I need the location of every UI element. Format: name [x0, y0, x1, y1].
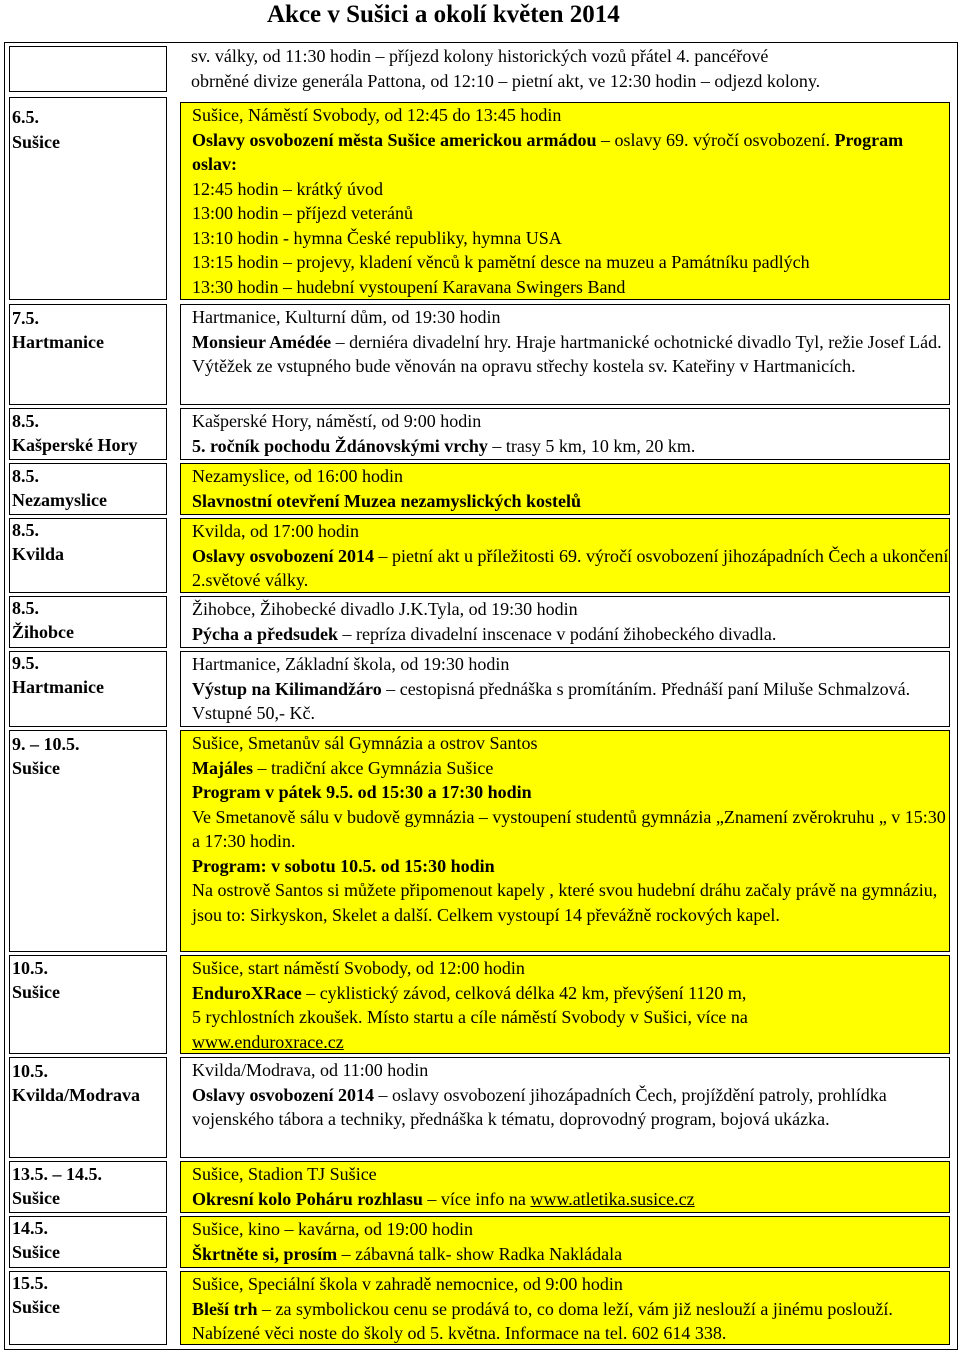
continuation-line-1: sv. války, od 11:30 hodin – příjezd kolony historických vozů přátel 4. pancéřové — [191, 46, 769, 66]
event-venue: Hartmanice, Kulturní dům, od 19:30 hodin — [192, 307, 501, 327]
event-venue: Žihobce, Žihobecké divadlo J.K.Tyla, od 19:30 hodin — [192, 599, 578, 619]
event-cell — [180, 955, 950, 1054]
event-venue: Sušice, start náměstí Svobody, od 12:00 hodin — [192, 958, 525, 978]
event-date: 9.5. — [12, 653, 39, 673]
event-name: Oslavy osvobození 2014 — [192, 545, 375, 566]
event-name: EnduroXRace — [192, 982, 302, 1003]
event-place: Sušice — [12, 1242, 61, 1262]
event-name: Škrtněte si, prosím — [192, 1243, 338, 1264]
event-venue: Sušice, Speciální škola v zahradě nemocnice, od 9:00 hodin — [192, 1274, 623, 1294]
event-cell — [180, 408, 950, 460]
event-name: Pýcha a předsudek — [192, 623, 339, 644]
event-desc: – oslavy 69. výročí osvobození. — [601, 129, 830, 150]
event-name: Bleší trh — [192, 1298, 258, 1319]
event-place: Sušice — [12, 1297, 61, 1317]
event-cell — [180, 1161, 950, 1213]
event-desc: – více info na — [427, 1188, 526, 1209]
event-cell — [180, 596, 950, 648]
event-desc: – oslavy osvobození jihozápadních Čech, projíždění patroly, prohlídka vojenského tábora a techniky, přednáška k tématu, doprovodný program, bojová ukázka. — [192, 1084, 887, 1129]
event-place: Žihobce — [12, 622, 75, 642]
event-date: 9. – 10.5. — [12, 734, 80, 754]
event-date: 14.5. — [12, 1218, 48, 1238]
event-date: 7.5. — [12, 308, 39, 328]
event-venue: Sušice, Stadion TJ Sušice — [192, 1164, 377, 1184]
event-name: Oslavy osvobození 2014 — [192, 1084, 375, 1105]
program-item: 13:10 hodin - hymna České republiky, hymna USA — [192, 227, 562, 248]
event-place: Kašperské Hory — [12, 435, 138, 455]
event-place: Sušice — [12, 1188, 61, 1208]
event-link[interactable]: www.atletika.susice.cz — [530, 1188, 695, 1209]
event-date: 10.5. — [12, 958, 48, 978]
event-desc: – za symbolickou cenu se prodává to, co doma leží, vám již neslouží a jinému poslouží. Nabízené věci noste do školy od 5. května. Informace na tel. 602 614 338. — [192, 1298, 893, 1343]
event-place: Hartmanice — [12, 332, 104, 352]
event-desc: – tradiční akce Gymnázia Sušice — [257, 757, 494, 778]
event-date: 15.5. — [12, 1273, 48, 1293]
event-cell — [180, 730, 950, 952]
event-place: Kvilda/Modrava — [12, 1085, 141, 1105]
page-title: Akce v Sušici a okolí květen 2014 — [267, 1, 620, 28]
program-label: Program oslav: — [192, 129, 904, 174]
event-desc: – derniéra divadelní hry. Hraje hartmanické ochotnické divadlo Tyl, režie Josef Lád. Výtěžek ze vstupného bude věnován na opravu střechy kostela sv. Kateřiny v Hartmanicích. — [192, 331, 942, 376]
event-cell — [180, 1216, 950, 1268]
event-date: 13.5. – 14.5. — [12, 1164, 102, 1184]
event-desc: – pietní akt u příležitosti 69. výročí osvobození jihozápadních Čech a ukončení 2.světové války. — [192, 545, 949, 590]
event-venue: Kašperské Hory, náměstí, od 9:00 hodin — [192, 411, 482, 431]
event-venue: Sušice, Náměstí Svobody, od 12:45 do 13:45 hodin — [192, 105, 562, 125]
event-venue: Hartmanice, Základní škola, od 19:30 hodin — [192, 654, 510, 674]
event-venue: Sušice, kino – kavárna, od 19:00 hodin — [192, 1219, 473, 1239]
event-name: Oslavy osvobození města Sušice americkou armádou — [192, 129, 597, 150]
event-link[interactable]: www.enduroxrace.cz — [192, 1031, 344, 1052]
event-place: Nezamyslice — [12, 490, 107, 510]
program-item: 13:00 hodin – příjezd veteránů — [192, 203, 413, 223]
event-cell — [180, 1057, 950, 1158]
continuation-text — [191, 44, 951, 93]
program-item: 13:15 hodin – projevy, kladení věnců k pamětní desce na muzeu a Památníku padlých — [192, 252, 810, 272]
event-venue: Sušice, Smetanův sál Gymnázia a ostrov Santos — [192, 733, 538, 753]
event-desc: – cestopisná přednáška s promítáním. Přednáší paní Miluše Schmalzová. Vstupné 50,- Kč. — [192, 678, 911, 723]
continuation-line-2: obrněné divize generála Pattona, od 12:10 – pietní akt, ve 12:30 hodin – odjezd kolony. — [191, 70, 821, 91]
event-desc: – cyklistický závod, celková délka 42 km, převýšení 1120 m, — [306, 982, 747, 1003]
event-cell — [180, 1271, 950, 1345]
event-cell — [180, 102, 950, 300]
event-place: Sušice — [12, 982, 61, 1002]
event-cell — [180, 651, 950, 727]
event-date: 6.5. — [12, 107, 39, 127]
event-place: Sušice — [12, 758, 61, 778]
event-date: 8.5. — [12, 520, 39, 540]
event-name: Slavnostní otevření Muzea nezamyslických kostelů — [192, 490, 581, 511]
event-date: 8.5. — [12, 466, 39, 486]
event-date: 8.5. — [12, 411, 39, 431]
program-item: 13:30 hodin – hudební vystoupení Karavana Swingers Band — [192, 276, 626, 297]
event-desc: – trasy 5 km, 10 km, 20 km. — [492, 435, 696, 456]
event-venue: Kvilda, od 17:00 hodin — [192, 521, 359, 541]
program-friday-label: Program v pátek 9.5. od 15:30 a 17:30 hodin — [192, 782, 532, 802]
event-desc-2: 5 rychlostních zkoušek. Místo startu a cíle náměstí Svobody v Sušici, více na — [192, 1007, 748, 1027]
event-cell — [180, 304, 950, 405]
event-name: Okresní kolo Poháru rozhlasu — [192, 1188, 423, 1209]
event-venue: Kvilda/Modrava, od 11:00 hodin — [192, 1060, 429, 1080]
event-name: Monsieur Amédée — [192, 331, 332, 352]
event-cell — [180, 518, 950, 593]
event-cell — [180, 463, 950, 515]
event-place: Sušice — [12, 132, 61, 152]
event-date: 8.5. — [12, 598, 39, 618]
program-item: 12:45 hodin – krátký úvod — [192, 178, 383, 199]
event-venue: Nezamyslice, od 16:00 hodin — [192, 466, 403, 486]
event-place: Kvilda — [12, 544, 65, 564]
event-name: Výstup na Kilimandžáro — [192, 678, 382, 699]
event-name: 5. ročník pochodu Ždánovskými vrchy — [192, 435, 488, 456]
event-name: Majáles — [192, 757, 253, 778]
empty-date-cell — [9, 46, 167, 92]
event-place: Hartmanice — [12, 677, 104, 697]
program-friday-text: Ve Smetanově sálu v budově gymnázia – vystoupení studentů gymnázia „Znamení zvěrokruhu „ v 15:30 a 17:30 hodin. — [192, 806, 946, 851]
event-desc: – repríza divadelní inscenace v podání žihobeckého divadla. — [342, 623, 777, 644]
program-saturday-text: Na ostrově Santos si můžete připomenout kapely , které svou hudební dráhu začaly právě na gymnáziu, jsou to: Sirkyskon, Skelet a další. Celkem vystoupí 14 převážně rockových kapel. — [192, 880, 938, 925]
event-desc: – zábavná talk- show Radka Nakládala — [341, 1243, 623, 1264]
event-date: 10.5. — [12, 1061, 48, 1081]
program-saturday-label: Program: v sobotu 10.5. od 15:30 hodin — [192, 855, 495, 876]
